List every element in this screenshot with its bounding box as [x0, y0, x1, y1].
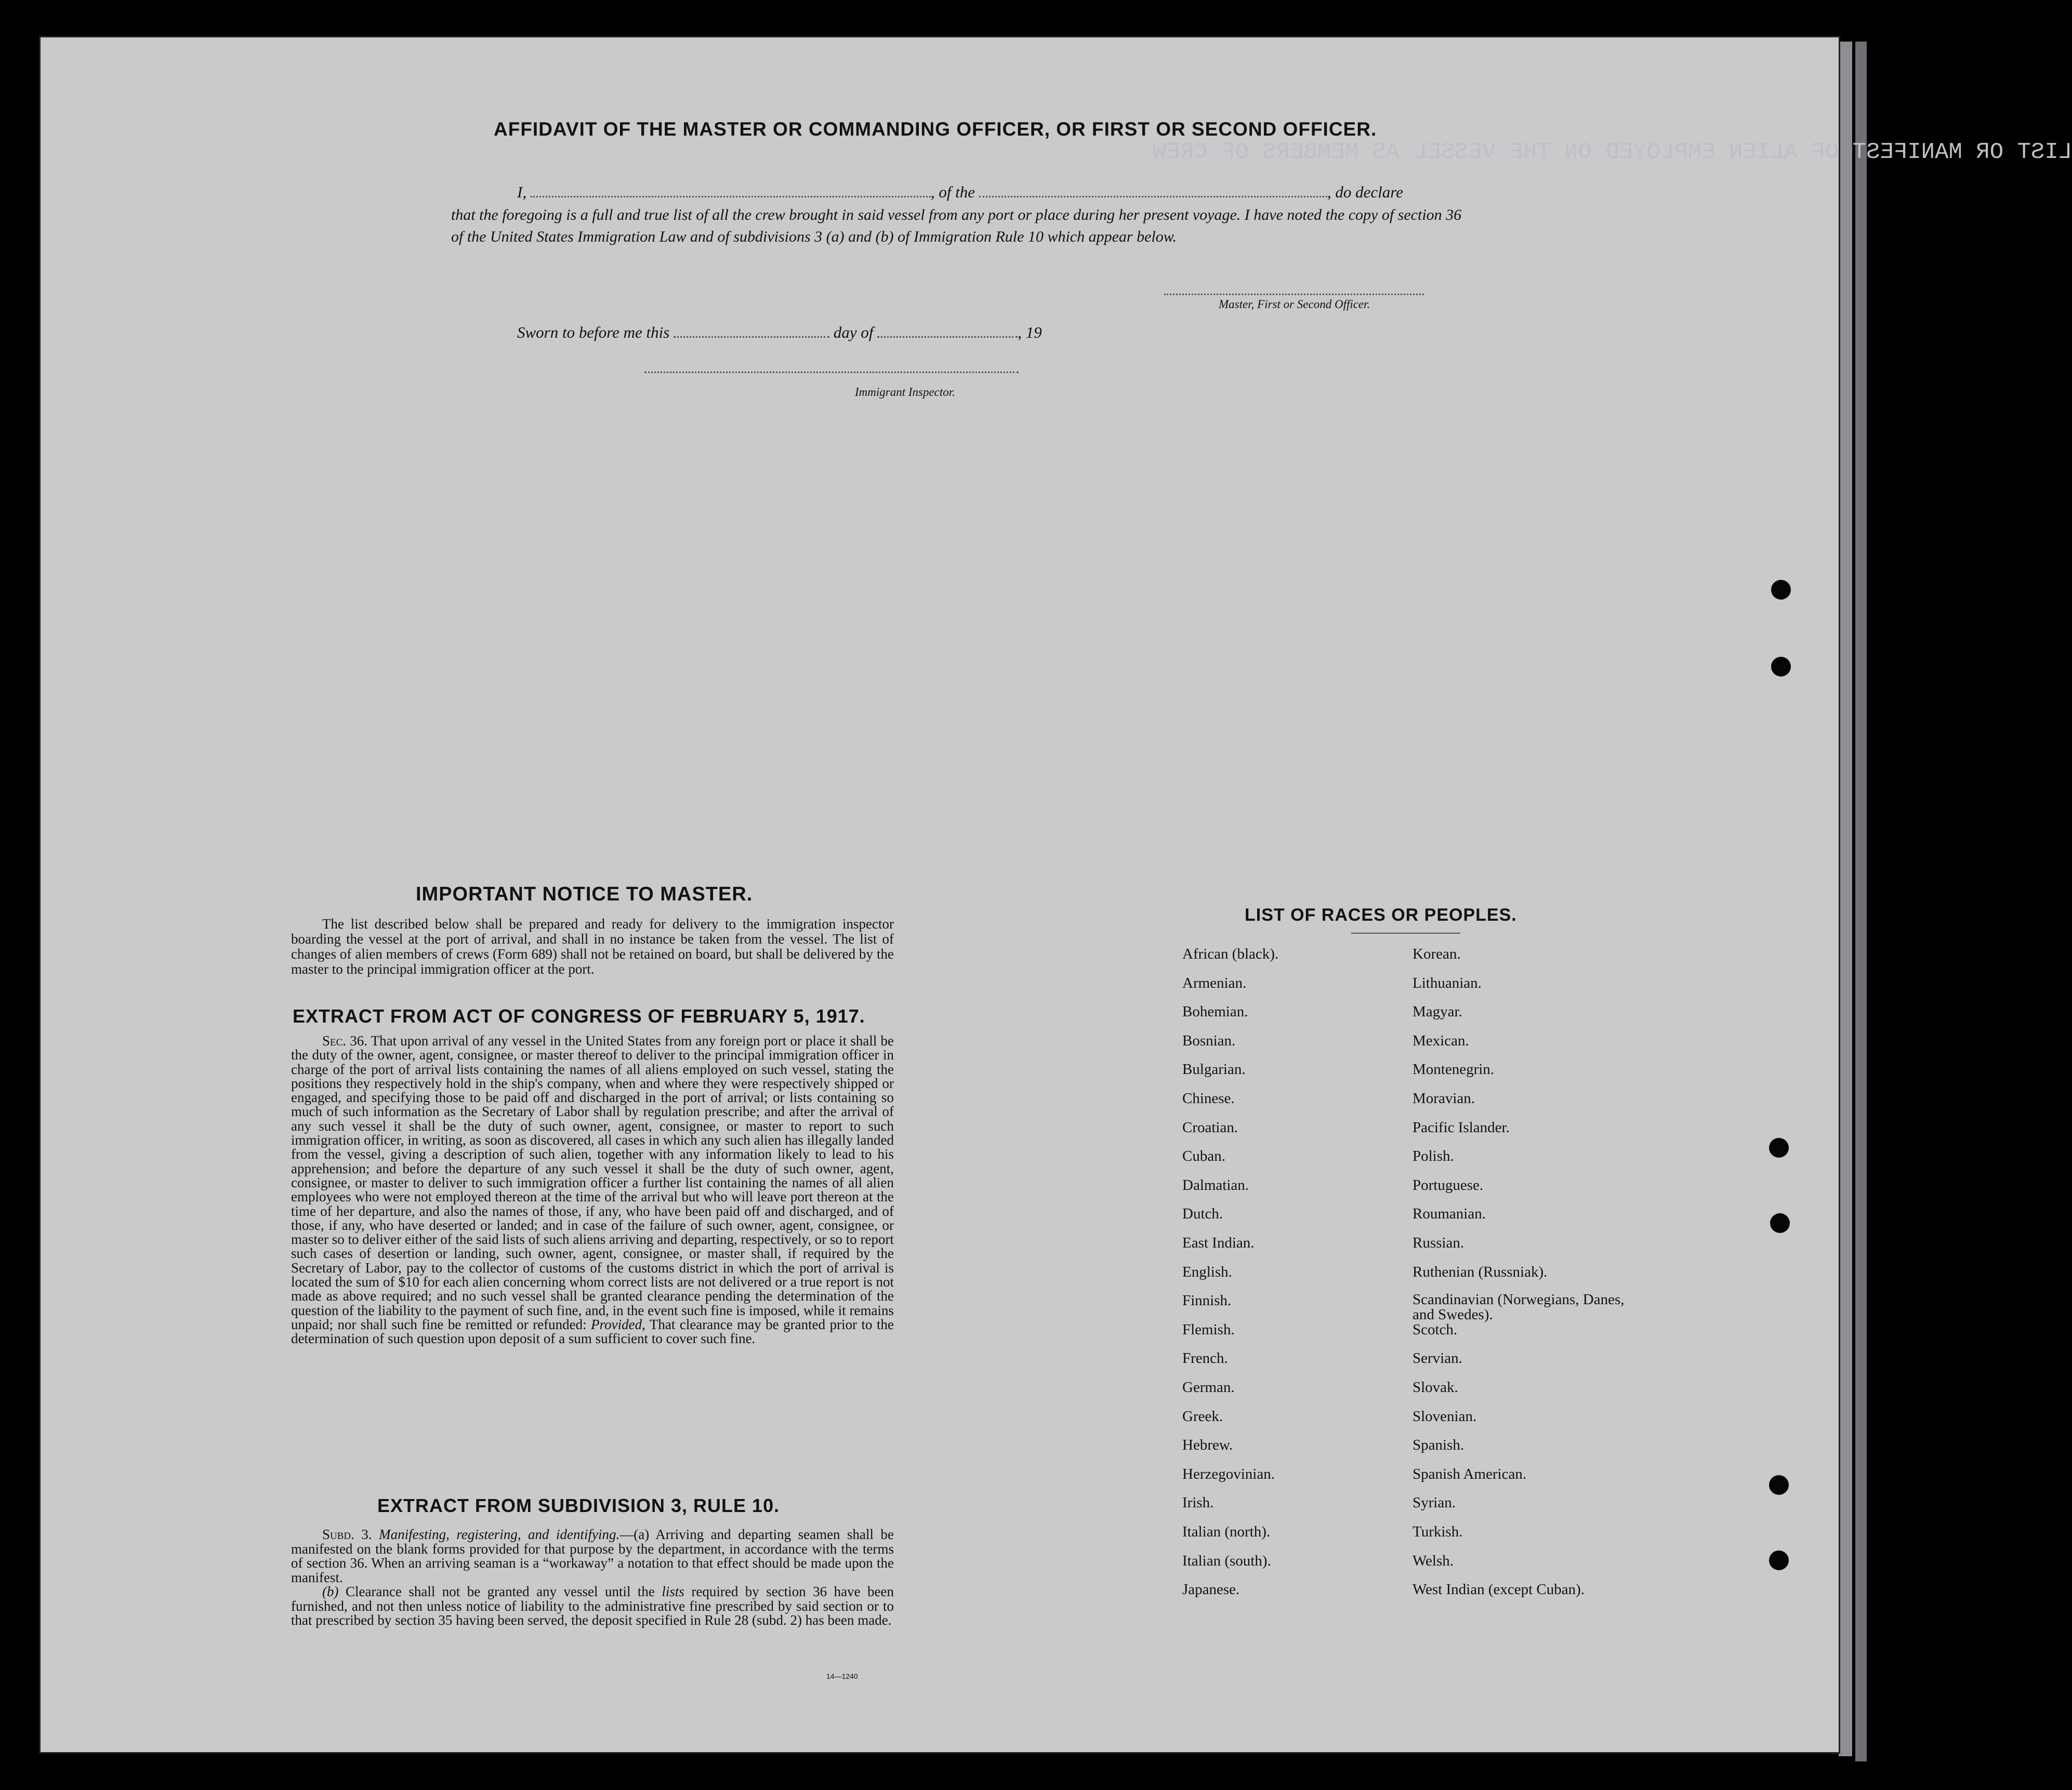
race-item: Finnish.: [1182, 1292, 1232, 1309]
notice-title: IMPORTANT NOTICE TO MASTER.: [416, 883, 753, 905]
year-prefix-label: , 19: [1018, 323, 1042, 341]
race-item: Croatian.: [1182, 1119, 1238, 1136]
race-item: Hebrew.: [1182, 1437, 1233, 1454]
race-item: Spanish.: [1413, 1437, 1464, 1454]
sworn-line: [517, 323, 1042, 342]
race-item: Flemish.: [1182, 1321, 1235, 1338]
vessel-blank[interactable]: [979, 196, 1327, 197]
race-item: Servian.: [1413, 1350, 1462, 1367]
notice-body: [291, 917, 894, 977]
para-a-text: —(a) Arriving and departing seamen shall be manifested on the blank forms provided for that purpose by the department, in accordance with the terms of section 36. When an arriving seaman is a “workaway” a notation to that effect should be made upon the manifest.: [291, 1527, 894, 1585]
para-b-text: Clearance shall not be granted any vessel until the: [345, 1584, 655, 1599]
inspector-signature-blank[interactable]: [644, 372, 1019, 373]
race-item: Russian.: [1413, 1235, 1464, 1251]
race-item: East Indian.: [1182, 1235, 1255, 1251]
para-b-label: (b): [322, 1584, 339, 1599]
document-sheet: [41, 37, 2072, 1752]
race-item: Mexican.: [1413, 1032, 1469, 1049]
race-item: Moravian.: [1413, 1090, 1475, 1107]
race-item: Syrian.: [1413, 1494, 1456, 1511]
races-title-underline: [1351, 933, 1460, 934]
race-item: Chinese.: [1182, 1090, 1235, 1107]
master-signature-blank[interactable]: [1164, 294, 1424, 295]
race-item: French.: [1182, 1350, 1228, 1367]
master-signature-label: Master, First or Second Officer.: [1219, 298, 1370, 311]
affidavit-title: AFFIDAVIT OF THE MASTER OR COMMANDING OFFICER, OR FIRST OR SECOND OFFICER.: [494, 118, 1377, 140]
bleed-through-text: LIST OR MANIFEST OF ALIEN EMPLOYED ON THE VESSEL AS MEMBERS OF CREW: [1153, 139, 2072, 165]
race-item: Slovak.: [1413, 1379, 1458, 1396]
race-item: Greek.: [1182, 1408, 1223, 1425]
race-item: Bohemian.: [1182, 1003, 1248, 1020]
race-item: German.: [1182, 1379, 1235, 1396]
race-item: Roumanian.: [1413, 1205, 1486, 1223]
notice-text: The list described below shall be prepared and ready for delivery to the immigration inspector boarding the vessel at the port of arrival, and shall in no instance be taken from the vessel. The list of changes of alien members of crews (Form 689) shall not be retained on board, but shall be delivered by the master to the principal immigration officer at the port.: [291, 916, 894, 977]
races-title: LIST OF RACES OR PEOPLES.: [1245, 905, 1517, 925]
race-item: African (black).: [1182, 946, 1279, 962]
race-item: Herzegovinian.: [1182, 1465, 1275, 1482]
race-item: Polish.: [1413, 1148, 1454, 1165]
section-text: That upon arrival of any vessel in the United States from any foreign port or place it shall be the duty of the owner, agent, consignee, or master thereof to deliver to the principal immigration officer in charge of the port of arrival lists containing the names of all aliens employed on such vessel, stating the positions they respectively hold in the ship's company, when and where they were respectively shipped or engaged, and specifying those to be paid off and discharged in the port of arrival; or lists containing so much of such information as the Secretary of Labor shall by regulation prescribe; and after the arrival of any such vessel it shall be the duty of such owner, agent, consignee, or master to report to such immigration officer, in writing, as soon as discovered, all cases in which any such alien has illegally landed from the vessel, giving a description of such alien, together with any information likely to lead to his apprehension; and before the departure of any such vessel it shall be the duty of such owner, agent, consignee, or master to deliver to such immigration officer a further list containing the names of all alien employees who were not employed thereon at the time of the arrival but who will leave port thereon at the time of her departure, and also the names of those, if any, who have been paid off and discharged, and of those, if any, who have deserted or landed; and in case of the failure of such owner, agent, consignee, or master so to deliver either of the said lists of such aliens arriving and departing, respectively, or so to report such cases of desertion or landing, such owner, agent, consignee, or master shall, if required by the Secretary of Labor, pay to the collector of customs of the customs district in which the port of arrival is located the sum of $10 for each alien concerning whom correct lists are not delivered or a true report is not made as above required; and no such vessel shall be granted clearance pending the determination of the question of the liability to the payment of such fine, and, in the event such fine is imposed, while it remains unpaid; nor shall such fine be remitted or refunded:: [291, 1033, 894, 1332]
rule-extract-body: [291, 1528, 894, 1628]
rule-para-a: [291, 1528, 894, 1585]
sworn-month-blank[interactable]: [877, 336, 1018, 338]
section-label: Sec. 36.: [322, 1033, 367, 1049]
race-item: Scotch.: [1413, 1321, 1458, 1338]
race-item: English.: [1182, 1263, 1232, 1280]
race-item: Lithuanian.: [1413, 974, 1482, 991]
rule-extract-title: EXTRACT FROM SUBDIVISION 3, RULE 10.: [377, 1495, 780, 1516]
punch-hole: [1771, 580, 1791, 600]
affidavit-declaration-line: [517, 183, 1458, 202]
race-item: Montenegrin.: [1413, 1061, 1495, 1078]
do-declare-label: , do declare: [1327, 183, 1403, 201]
race-item: Magyar.: [1413, 1003, 1462, 1020]
race-item: Turkish.: [1413, 1523, 1463, 1540]
race-item: Pacific Islander.: [1413, 1119, 1510, 1136]
affidavit-i-label: I,: [517, 183, 527, 201]
punch-hole: [1771, 657, 1791, 677]
form-number: 14—1240: [826, 1672, 858, 1680]
subd-heading: Manifesting, registering, and identifying.: [379, 1527, 620, 1542]
sworn-day-blank[interactable]: [674, 336, 829, 338]
race-item: Bulgarian.: [1182, 1061, 1246, 1078]
para-b-text-end: required by section 36 have been furnished, and not then unless notice of liability to the administrative fine prescribed by said section or to that prescribed by section 35 having been served, the deposit specified in Rule 28 (subd. 2) has been made.: [291, 1584, 894, 1628]
race-item: Portuguese.: [1413, 1176, 1484, 1194]
race-item: Cuban.: [1182, 1148, 1225, 1165]
race-item: Dalmatian.: [1182, 1176, 1249, 1194]
punch-hole: [1770, 1213, 1790, 1233]
punch-hole: [1769, 1138, 1789, 1158]
act-extract-title: EXTRACT FROM ACT OF CONGRESS OF FEBRUARY 5, 1917.: [293, 1005, 865, 1027]
race-item: Irish.: [1182, 1494, 1214, 1511]
race-item: West Indian (except Cuban).: [1413, 1581, 1585, 1598]
race-item: Scandinavian (Norwegians, Danes, and Swedes).: [1413, 1291, 1625, 1323]
of-the-label: , of the: [930, 183, 975, 201]
page-edge-strip: [1839, 42, 1852, 1756]
section-text-end: That clearance may be granted prior to the determination of such question upon deposit of a sum sufficient to cover such fine.: [291, 1316, 894, 1347]
race-item: Welsh.: [1413, 1552, 1454, 1569]
race-item: Japanese.: [1182, 1581, 1240, 1598]
name-blank[interactable]: [531, 196, 931, 197]
race-item: Bosnian.: [1182, 1032, 1236, 1049]
race-item: Ruthenian (Russniak).: [1413, 1263, 1548, 1280]
race-item: Korean.: [1413, 946, 1461, 962]
page-edge-strip: [1855, 42, 1867, 1761]
subd-label: Subd. 3.: [322, 1527, 372, 1542]
day-of-label: day of: [833, 323, 874, 341]
race-item: Italian (south).: [1182, 1552, 1271, 1569]
punch-hole: [1769, 1475, 1789, 1495]
race-item: Italian (north).: [1182, 1523, 1271, 1540]
provided-word: Provided,: [591, 1316, 645, 1332]
race-item: Armenian.: [1182, 974, 1247, 991]
rule-para-b: [291, 1585, 894, 1628]
para-b-lists: lists: [662, 1584, 684, 1599]
affidavit-body: that the foregoing is a full and true list of all the crew brought in said vessel from any port or place during her present voyage. I have noted the copy of section 36 of the United States Immigration Law and of subdivisions 3 (a) and (b) of Immigration Rule 10 which appear below.: [451, 206, 1462, 245]
punch-hole: [1769, 1550, 1789, 1570]
race-item: Slovenian.: [1413, 1408, 1477, 1425]
sworn-label: Sworn to before me this: [517, 323, 670, 341]
race-item: Dutch.: [1182, 1205, 1223, 1223]
inspector-label: Immigrant Inspector.: [855, 386, 955, 399]
act-extract-body: [291, 1034, 894, 1346]
race-item: Spanish American.: [1413, 1465, 1527, 1482]
